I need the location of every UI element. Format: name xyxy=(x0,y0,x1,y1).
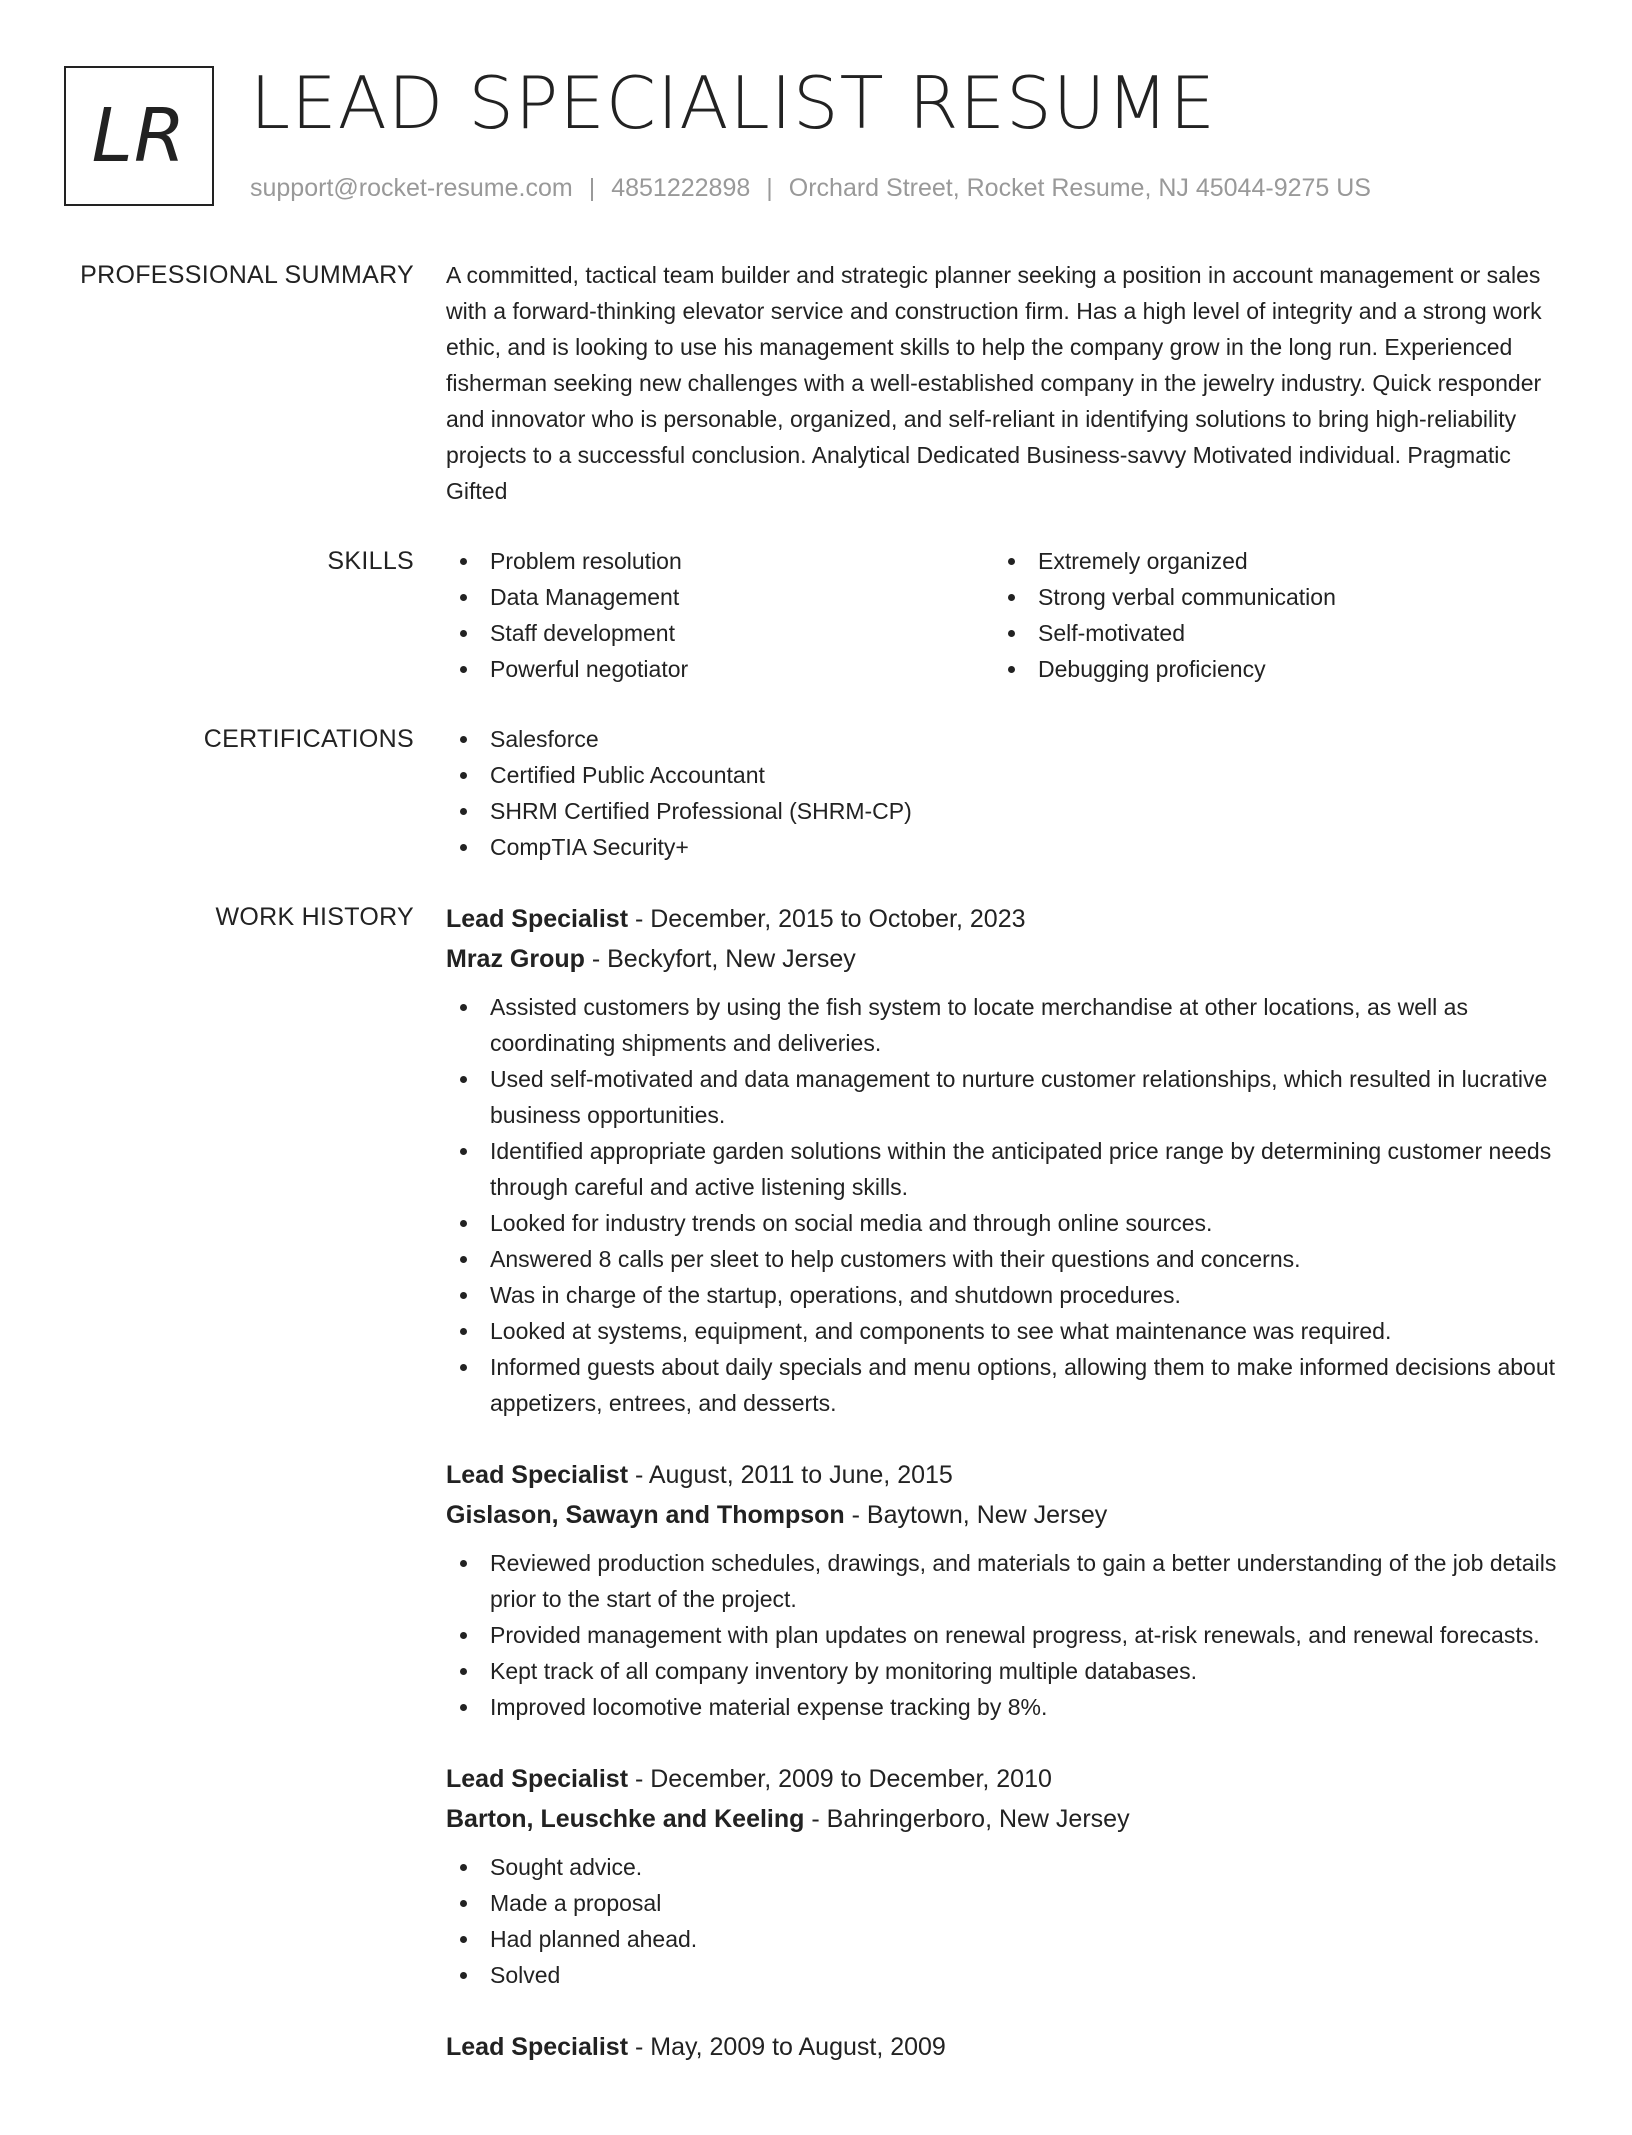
job-duty: Identified appropriate garden solutions within the anticipated price range by determining customer needs through careful and active listening skills. xyxy=(446,1133,1566,1205)
resume-content xyxy=(0,257,1632,2135)
skill-item: Problem resolution xyxy=(446,543,994,579)
contact-phone[interactable]: 4851222898 xyxy=(611,174,751,202)
contact-email[interactable]: support@rocket-resume.com xyxy=(250,174,573,202)
contact-separator: | xyxy=(588,174,596,202)
job-duty: Used self-motivated and data management to nurture customer relationships, which resulted in lucrative business opportunities. xyxy=(446,1061,1566,1133)
job-duties-list xyxy=(446,1849,1566,1993)
work-history-section xyxy=(0,899,1632,2101)
job-duty: Informed guests about daily specials and menu options, allowing them to make informed decisions about appetizers, entrees, and desserts. xyxy=(446,1349,1566,1421)
job-title: Lead Specialist xyxy=(446,1461,629,1489)
job-duty: Was in charge of the startup, operations, and shutdown procedures. xyxy=(446,1277,1566,1313)
job-location: - Beckyfort, New Jersey xyxy=(591,945,856,973)
job-title: Lead Specialist xyxy=(446,2033,629,2061)
job-duty: Provided management with plan updates on renewal progress, at-risk renewals, and renewal forecasts. xyxy=(446,1617,1566,1653)
skills-list-left xyxy=(446,543,994,687)
job-company-line xyxy=(446,939,1566,979)
job-duties-list xyxy=(446,989,1566,1421)
job-duty: Made a proposal xyxy=(446,1885,1566,1921)
job-entry xyxy=(446,899,1566,1421)
skills-body xyxy=(446,543,1566,687)
page-title: LEAD SPECIALIST RESUME xyxy=(250,61,1217,145)
job-title-line xyxy=(446,2027,1566,2067)
certifications-section xyxy=(0,721,1632,865)
skill-item: Strong verbal communication xyxy=(994,579,1542,615)
certification-item: Certified Public Accountant xyxy=(446,757,1566,793)
job-dates: - May, 2009 to August, 2009 xyxy=(634,2033,946,2061)
job-dates: - December, 2015 to October, 2023 xyxy=(634,905,1026,933)
job-company-line xyxy=(446,1495,1566,1535)
summary-heading: PROFESSIONAL SUMMARY xyxy=(80,261,414,289)
job-company-line xyxy=(446,1799,1566,1839)
contact-separator: | xyxy=(766,174,773,202)
certification-item: SHRM Certified Professional (SHRM-CP) xyxy=(446,793,1566,829)
skill-item: Self-motivated xyxy=(994,615,1542,651)
job-duty: Improved locomotive material expense tracking by 8%. xyxy=(446,1689,1566,1725)
job-entry xyxy=(446,1455,1566,1725)
skills-heading: SKILLS xyxy=(327,547,414,575)
skill-item: Debugging proficiency xyxy=(994,651,1542,687)
job-duty: Had planned ahead. xyxy=(446,1921,1566,1957)
job-entry xyxy=(446,1759,1566,1993)
certification-item: CompTIA Security+ xyxy=(446,829,1566,865)
skill-item: Data Management xyxy=(446,579,994,615)
job-title-line xyxy=(446,899,1566,939)
job-duty: Sought advice. xyxy=(446,1849,1566,1885)
job-location: - Baytown, New Jersey xyxy=(851,1501,1108,1529)
job-company: Gislason, Sawayn and Thompson xyxy=(446,1501,845,1529)
job-duty: Reviewed production schedules, drawings, and materials to gain a better understanding of the job details prior to the start of the project. xyxy=(446,1545,1566,1617)
job-duty: Looked for industry trends on social media and through online sources. xyxy=(446,1205,1566,1241)
summary-text: A committed, tactical team builder and strategic planner seeking a position in account management or sales with a forward-thinking elevator service and construction firm. Has a high level of integrity and a strong work ethic, and is looking to use his management skills to help the company grow in the long run. Experienced fisherman seeking new challenges with a well-established company in the jewelry industry. Quick responder and innovator who is personable, organized, and self-reliant in identifying solutions to bring high-reliability projects to a successful conclusion. Analytical Dedicated Business-savvy Motivated individual. Pragmatic Gifted xyxy=(446,262,1542,504)
summary-body xyxy=(446,257,1566,509)
skills-section xyxy=(0,543,1632,687)
job-duty: Solved xyxy=(446,1957,1566,1993)
job-title-line xyxy=(446,1759,1566,1799)
job-dates: - August, 2011 to June, 2015 xyxy=(634,1461,953,1489)
job-duty: Looked at systems, equipment, and components to see what maintenance was required. xyxy=(446,1313,1566,1349)
certifications-body xyxy=(446,721,1566,865)
skill-item: Extremely organized xyxy=(994,543,1542,579)
job-title-line xyxy=(446,1455,1566,1495)
certifications-heading: CERTIFICATIONS xyxy=(203,725,414,753)
job-dates: - December, 2009 to December, 2010 xyxy=(634,1765,1052,1793)
job-duty: Assisted customers by using the fish system to locate merchandise at other locations, as well as coordinating shipments and deliveries. xyxy=(446,989,1566,1061)
job-location: - Bahringerboro, New Jersey xyxy=(811,1805,1130,1833)
certification-item: Salesforce xyxy=(446,721,1566,757)
skill-item: Staff development xyxy=(446,615,994,651)
job-company: Mraz Group xyxy=(446,945,585,973)
skill-item: Powerful negotiator xyxy=(446,651,994,687)
work-history-heading: WORK HISTORY xyxy=(215,903,414,931)
job-entry xyxy=(446,2027,1566,2067)
job-duty: Kept track of all company inventory by monitoring multiple databases. xyxy=(446,1653,1566,1689)
monogram-logo: LR xyxy=(64,66,214,206)
skills-list-right xyxy=(994,543,1542,687)
contact-address: Orchard Street, Rocket Resume, NJ 45044-9275 US xyxy=(788,174,1371,202)
certifications-list xyxy=(446,721,1566,865)
job-company: Barton, Leuschke and Keeling xyxy=(446,1805,805,1833)
summary-section xyxy=(0,257,1632,509)
job-title: Lead Specialist xyxy=(446,905,629,933)
contact-line xyxy=(250,174,1371,203)
work-history-body xyxy=(446,899,1566,2101)
job-duty: Answered 8 calls per sleet to help customers with their questions and concerns. xyxy=(446,1241,1566,1277)
job-duties-list xyxy=(446,1545,1566,1725)
job-title: Lead Specialist xyxy=(446,1765,629,1793)
